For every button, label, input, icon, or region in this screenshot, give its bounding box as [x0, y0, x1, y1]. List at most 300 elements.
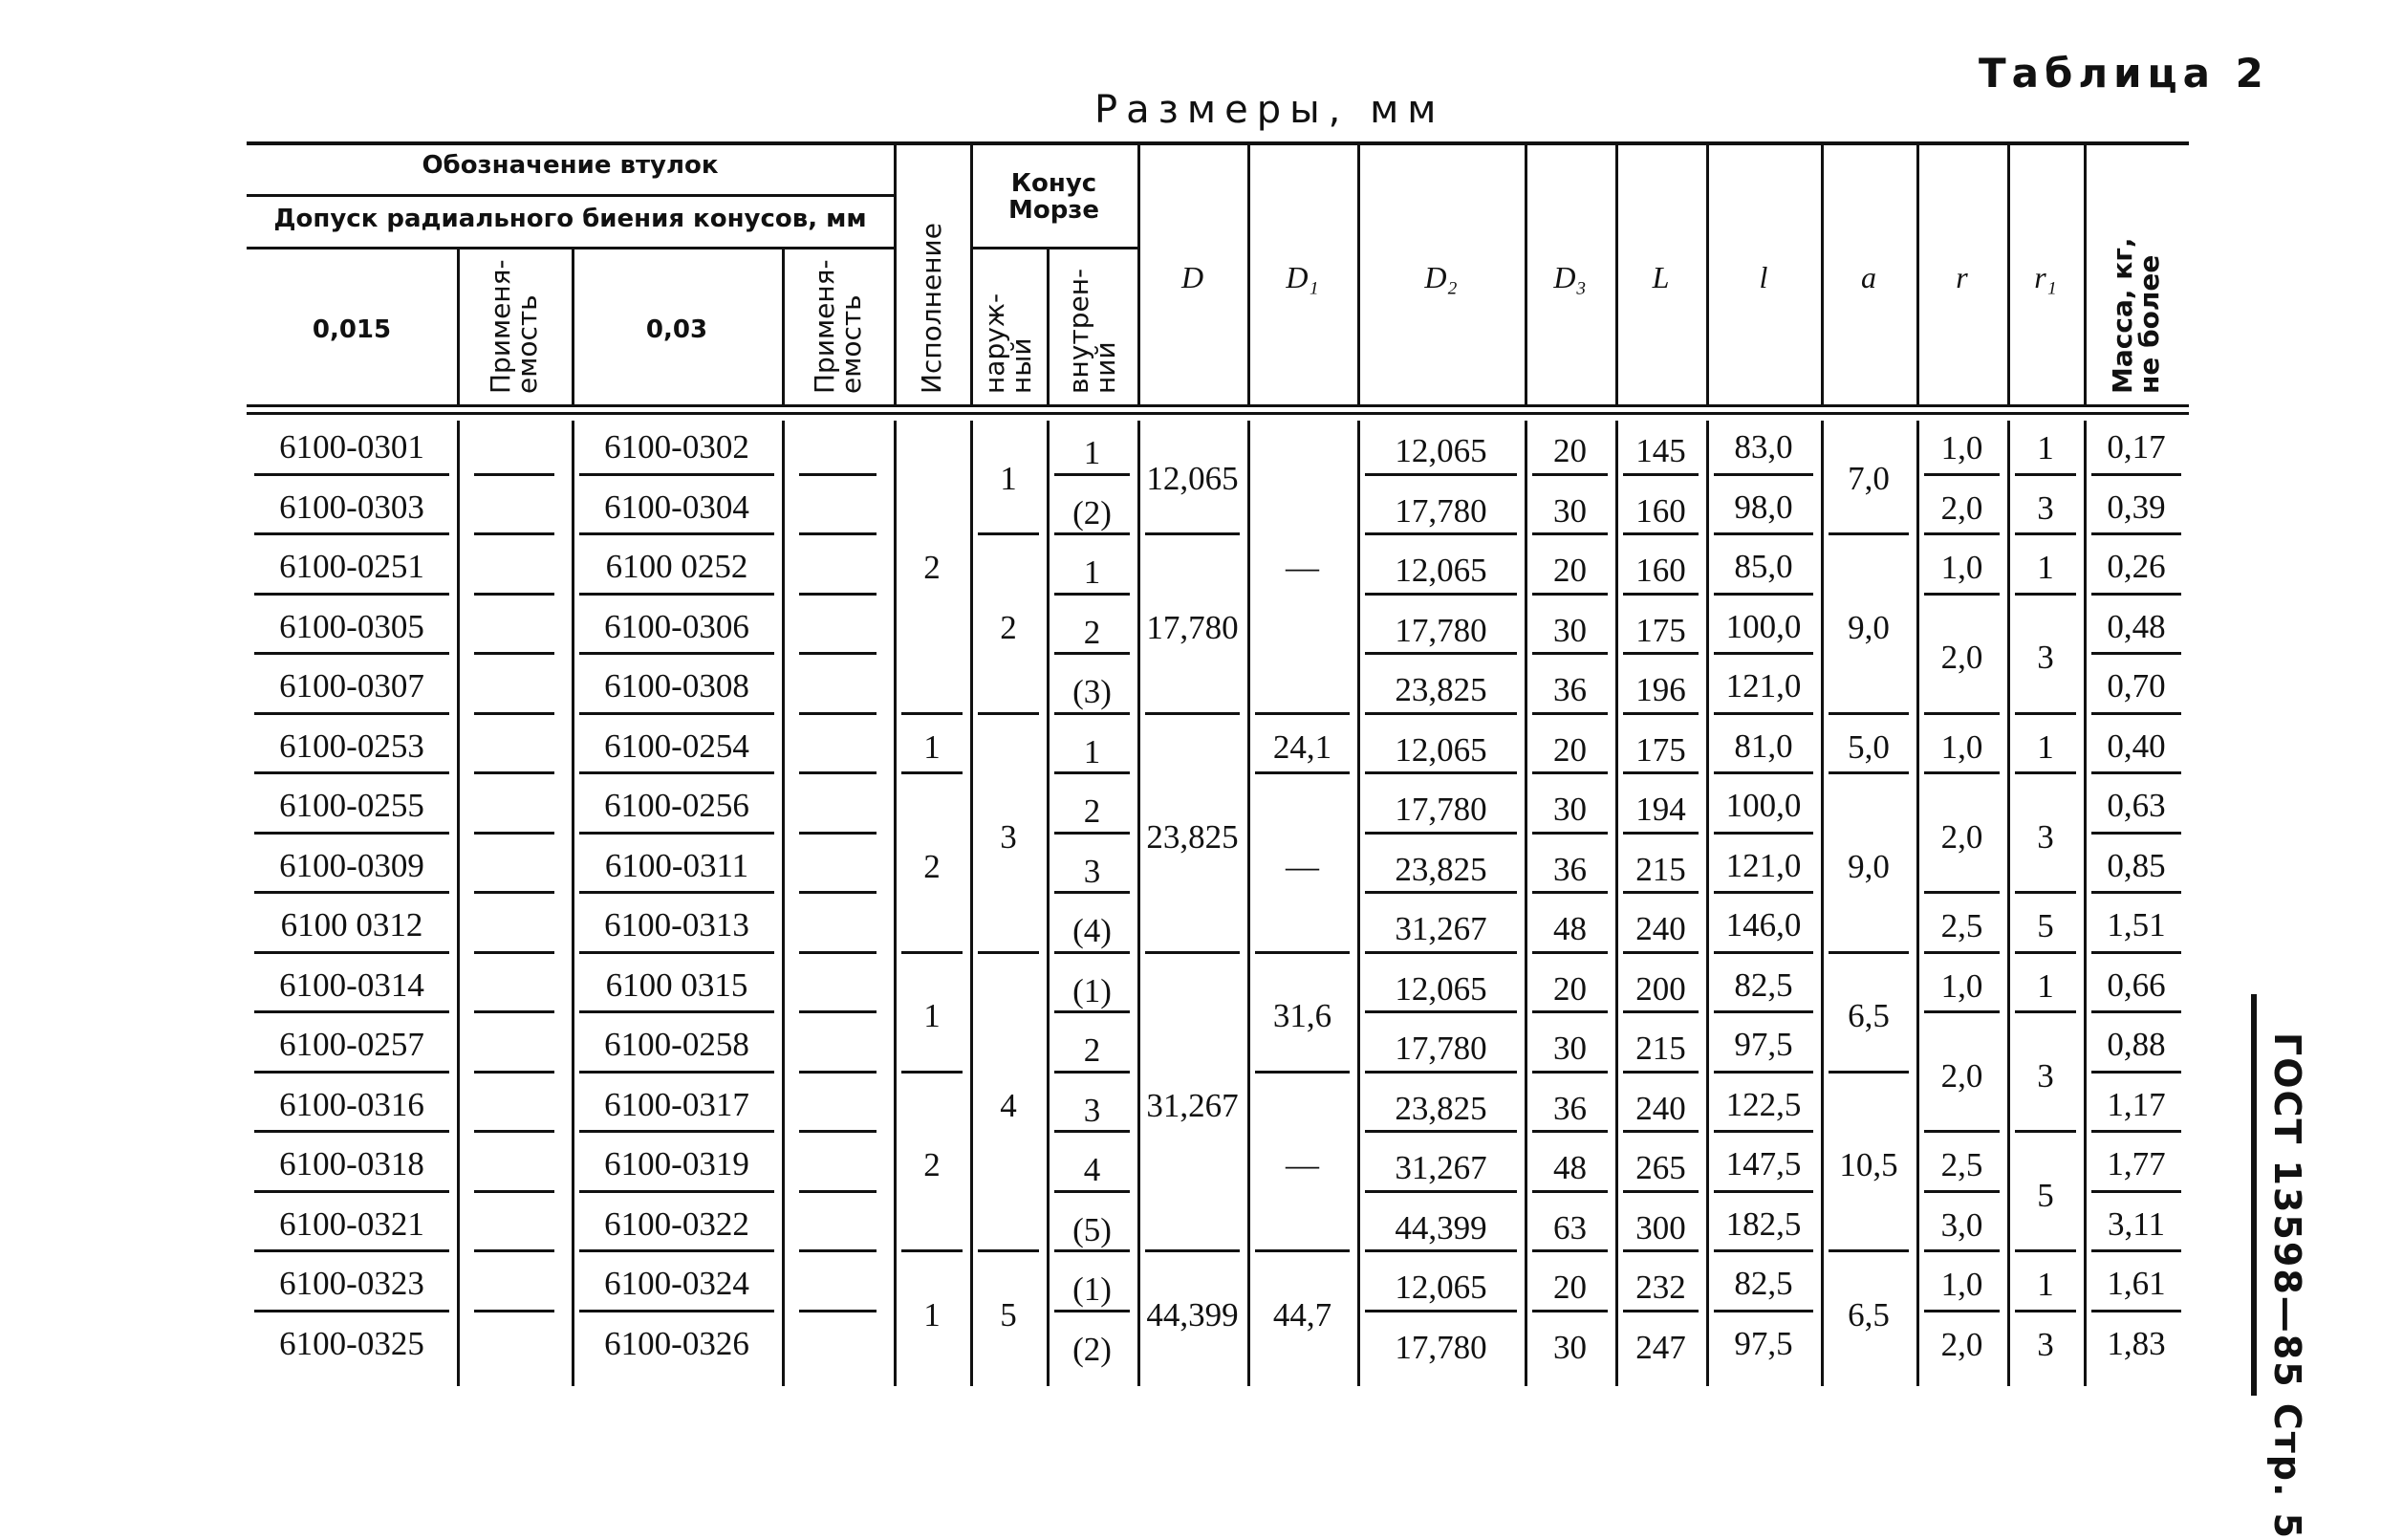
group-underline: [1924, 1010, 2000, 1013]
r-value: 1,0: [1940, 966, 1983, 1005]
row-underline: [474, 712, 554, 715]
d2-value: 44,399: [1395, 1208, 1487, 1247]
r1-value: 3: [2037, 639, 2054, 676]
r-value: 1,0: [1940, 549, 1983, 587]
designation-03: 6100-0322: [604, 1204, 749, 1243]
d3-value: 30: [1553, 1030, 1587, 1067]
header-l: L: [1652, 260, 1670, 294]
group-underline: [1924, 532, 2000, 535]
designation-rule: [247, 194, 894, 197]
r1-value: 1: [2037, 966, 2054, 1005]
d-value: 31,267: [1146, 1086, 1239, 1124]
row-underline: [799, 1010, 877, 1013]
row-underline: [1623, 532, 1699, 535]
inner-taper: (1): [1072, 1270, 1112, 1308]
designation-03: 6100-0256: [604, 787, 749, 824]
outer-taper: 4: [1000, 1086, 1017, 1124]
group-underline: [1924, 1130, 2000, 1133]
row-underline: [579, 712, 774, 715]
row-underline: [1365, 473, 1517, 476]
row-underline: [254, 593, 449, 596]
inner-taper: 1: [1083, 434, 1101, 471]
row-underline: [1532, 652, 1608, 655]
row-underline: [474, 771, 554, 774]
version-value: 1: [923, 997, 941, 1034]
header-d3: D₃: [1553, 260, 1587, 294]
row-underline: [474, 1130, 554, 1133]
row-underline: [579, 891, 774, 894]
row-underline: [1623, 1190, 1699, 1193]
version-value: 2: [923, 847, 941, 885]
header-r1: r₁: [2034, 260, 2057, 294]
d3-value: 48: [1553, 1149, 1587, 1186]
row-underline: [799, 1130, 877, 1133]
row-underline: [474, 1010, 554, 1013]
tol-03-header: 0,03: [645, 315, 708, 344]
row-underline: [254, 1130, 449, 1133]
top-rule: [247, 141, 2189, 145]
hdr-vline: [1821, 141, 1824, 406]
table-label: Таблица 2: [1979, 50, 2269, 97]
row-underline: [1623, 1130, 1699, 1133]
row-underline: [579, 1249, 774, 1252]
row-underline: [1532, 473, 1608, 476]
mass-value: 0,40: [2107, 727, 2166, 765]
d1-value: —: [1286, 549, 1319, 587]
row-underline: [799, 771, 877, 774]
group-underline: [1255, 951, 1350, 954]
inner-taper: (2): [1072, 1330, 1112, 1368]
hdr-vline: [1357, 141, 1360, 406]
row-underline: [1623, 473, 1699, 476]
group-underline: [901, 771, 963, 774]
l-value: 146,0: [1725, 906, 1802, 944]
mass-value: 0,66: [2107, 965, 2166, 1004]
row-underline: [1714, 652, 1813, 655]
r-value: 1,0: [1940, 429, 1983, 467]
row-underline: [579, 652, 774, 655]
inner-taper: (5): [1072, 1210, 1112, 1248]
length-value: 247: [1635, 1328, 1686, 1366]
group-underline: [978, 532, 1039, 535]
group-underline: [901, 712, 963, 715]
r1-value: 3: [2037, 817, 2054, 856]
d-value: 44,399: [1146, 1295, 1239, 1334]
row-underline: [254, 771, 449, 774]
row-underline: [474, 532, 554, 535]
row-underline: [799, 1310, 877, 1312]
d-value: 23,825: [1146, 817, 1239, 856]
row-underline: [474, 891, 554, 894]
row-underline: [1532, 1249, 1608, 1252]
designation-03: 6100 0315: [605, 965, 748, 1004]
designation-015: 6100-0257: [279, 1026, 424, 1063]
row-underline: [579, 1130, 774, 1133]
group-underline: [1924, 712, 2000, 715]
row-underline: [1365, 1071, 1517, 1074]
group-underline: [2015, 1310, 2076, 1312]
length-value: 265: [1635, 1149, 1686, 1186]
row-underline: [1623, 1310, 1699, 1312]
version-value: 2: [923, 1146, 941, 1184]
d2-value: 31,267: [1395, 1149, 1487, 1186]
group-underline: [1829, 532, 1909, 535]
designation-015: 6100-0307: [279, 667, 424, 705]
designation-03: 6100-0308: [604, 667, 749, 705]
mass-value: 1,51: [2107, 906, 2166, 944]
mass-value: 0,48: [2107, 607, 2166, 645]
mass-value: 0,26: [2107, 548, 2166, 585]
mass-value: 1,83: [2107, 1324, 2166, 1362]
r1-value: 3: [2037, 488, 2054, 527]
row-underline: [1054, 532, 1130, 535]
hdr-vline: [1525, 141, 1527, 406]
group-underline: [2015, 532, 2076, 535]
row-underline: [254, 891, 449, 894]
side-rule: [2251, 994, 2257, 1396]
a-value: 9,0: [1848, 608, 1890, 646]
d2-value: 17,780: [1395, 491, 1487, 530]
row-underline: [1532, 832, 1608, 835]
row-underline: [254, 1010, 449, 1013]
row-underline: [1714, 832, 1813, 835]
r-value: 3,0: [1940, 1205, 1983, 1244]
d3-value: 36: [1553, 850, 1587, 888]
l-value: 122,5: [1725, 1085, 1802, 1123]
mass-value: 1,61: [2107, 1265, 2166, 1302]
r-value: 2,5: [1940, 1146, 1983, 1184]
d2-value: 12,065: [1395, 730, 1487, 769]
row-underline: [254, 1249, 449, 1252]
designation-015: 6100 0312: [280, 906, 423, 944]
l-value: 121,0: [1725, 846, 1802, 884]
row-underline: [1714, 771, 1813, 774]
header-d: D: [1180, 260, 1204, 294]
r1-value: 3: [2037, 1325, 2054, 1363]
row-underline: [579, 473, 774, 476]
l-value: 121,0: [1725, 667, 1802, 705]
group-underline: [978, 1249, 1039, 1252]
header-d2: D₂: [1424, 260, 1458, 294]
inner-taper: 3: [1083, 1091, 1101, 1129]
row-underline: [474, 832, 554, 835]
row-underline: [474, 593, 554, 596]
d2-value: 17,780: [1395, 791, 1487, 828]
designation-015: 6100-0314: [279, 965, 424, 1004]
row-underline: [799, 652, 877, 655]
row-underline: [2091, 652, 2181, 655]
row-underline: [799, 532, 877, 535]
designation-03: 6100-0304: [604, 488, 749, 526]
row-underline: [1623, 652, 1699, 655]
body-vline: [970, 421, 973, 1386]
group-underline: [2015, 1130, 2076, 1133]
row-underline: [1054, 1010, 1130, 1013]
d3-value: 20: [1553, 1269, 1587, 1306]
d3-value: 20: [1553, 969, 1587, 1008]
row-underline: [1054, 593, 1130, 596]
row-underline: [799, 1249, 877, 1252]
row-underline: [2091, 1071, 2181, 1074]
designation-03: 6100-0254: [604, 727, 749, 765]
group-underline: [1145, 1249, 1240, 1252]
hdr-vline: [782, 247, 785, 406]
l-value: 82,5: [1734, 1265, 1793, 1302]
row-underline: [474, 473, 554, 476]
designation-03: 6100-0302: [604, 428, 749, 466]
d3-value: 36: [1553, 671, 1587, 708]
row-underline: [1623, 951, 1699, 954]
group-underline: [1924, 951, 2000, 954]
d3-value: 30: [1553, 611, 1587, 649]
morse-rule: [970, 247, 1137, 249]
row-underline: [2091, 771, 2181, 774]
a-value: 6,5: [1848, 1295, 1890, 1334]
row-underline: [579, 532, 774, 535]
row-underline: [799, 1190, 877, 1193]
units-label: Размеры, мм: [1094, 88, 1445, 132]
length-value: 240: [1635, 1089, 1686, 1127]
row-underline: [1623, 891, 1699, 894]
row-underline: [474, 1249, 554, 1252]
row-underline: [1054, 951, 1130, 954]
row-underline: [2091, 532, 2181, 535]
header-bottom-rule: [247, 404, 2189, 407]
r1-value: 1: [2037, 549, 2054, 587]
l-value: 100,0: [1725, 607, 1802, 645]
row-underline: [1532, 891, 1608, 894]
d2-value: 17,780: [1395, 1328, 1487, 1366]
d1-value: 24,1: [1272, 727, 1332, 766]
mass-value: 0,70: [2107, 667, 2166, 705]
designation-015: 6100-0325: [279, 1324, 424, 1362]
group-underline: [1829, 1249, 1909, 1252]
group-underline: [978, 712, 1039, 715]
row-underline: [1365, 593, 1517, 596]
row-underline: [1365, 951, 1517, 954]
tol-015-header: 0,015: [312, 315, 392, 344]
length-value: 194: [1635, 791, 1686, 828]
row-underline: [1714, 1010, 1813, 1013]
hdr-vline: [894, 141, 897, 406]
group-underline: [1829, 771, 1909, 774]
outer-taper: 3: [1000, 817, 1017, 856]
row-underline: [799, 593, 877, 596]
group-underline: [2015, 951, 2076, 954]
group-underline: [2015, 473, 2076, 476]
r-value: 1,0: [1940, 727, 1983, 766]
length-value: 215: [1635, 1030, 1686, 1067]
designation-015: 6100-0318: [279, 1145, 424, 1182]
row-underline: [579, 593, 774, 596]
group-underline: [1924, 891, 2000, 894]
row-underline: [474, 1071, 554, 1074]
row-underline: [254, 1310, 449, 1312]
group-underline: [1255, 1071, 1350, 1074]
row-underline: [1054, 771, 1130, 774]
d3-value: 20: [1553, 730, 1587, 769]
row-underline: [1532, 1010, 1608, 1013]
length-value: 200: [1635, 969, 1686, 1008]
row-underline: [579, 1190, 774, 1193]
l-value: 100,0: [1725, 787, 1802, 824]
length-value: 232: [1635, 1269, 1686, 1306]
row-underline: [1623, 593, 1699, 596]
row-underline: [254, 712, 449, 715]
row-underline: [2091, 473, 2181, 476]
row-underline: [1054, 832, 1130, 835]
mass-header: Масса, кг, не более: [2107, 237, 2165, 394]
designation-015: 6100-0251: [279, 548, 424, 585]
row-underline: [1532, 1130, 1608, 1133]
row-underline: [1365, 891, 1517, 894]
designation-015: 6100-0323: [279, 1265, 424, 1302]
row-underline: [474, 1310, 554, 1312]
d3-value: 63: [1553, 1208, 1587, 1247]
row-underline: [579, 1010, 774, 1013]
mass-value: 1,17: [2107, 1085, 2166, 1123]
outer-taper: 2: [1000, 608, 1017, 646]
hdr-vline: [1706, 141, 1709, 406]
row-underline: [1365, 1130, 1517, 1133]
length-value: 300: [1635, 1208, 1686, 1247]
body-vline: [1821, 421, 1824, 1386]
r-value: 2,0: [1940, 817, 1983, 856]
row-underline: [1365, 712, 1517, 715]
row-underline: [1365, 532, 1517, 535]
group-underline: [1829, 712, 1909, 715]
length-value: 160: [1635, 552, 1686, 589]
inner-taper: 1: [1083, 553, 1101, 591]
a-value: 5,0: [1848, 727, 1890, 766]
body-vline: [782, 421, 785, 1386]
inner-taper: 2: [1083, 792, 1101, 830]
group-underline: [1924, 1310, 2000, 1312]
r-value: 2,5: [1940, 907, 1983, 945]
r1-value: 1: [2037, 727, 2054, 766]
row-underline: [2091, 1310, 2181, 1312]
d1-value: —: [1286, 847, 1319, 885]
group-underline: [901, 1249, 963, 1252]
d2-value: 17,780: [1395, 1030, 1487, 1067]
l-value: 97,5: [1734, 1324, 1793, 1362]
d2-value: 23,825: [1395, 850, 1487, 888]
group-underline: [1924, 1249, 2000, 1252]
hdr-vline: [457, 247, 460, 406]
row-underline: [2091, 1130, 2181, 1133]
version-value: 1: [923, 727, 941, 766]
row-underline: [799, 712, 877, 715]
group-underline: [1255, 1249, 1350, 1252]
row-underline: [474, 1190, 554, 1193]
mass-value: 1,77: [2107, 1145, 2166, 1182]
group-underline: [1829, 1071, 1909, 1074]
row-underline: [1623, 712, 1699, 715]
group-underline: [978, 951, 1039, 954]
row-underline: [1365, 652, 1517, 655]
l-value: 81,0: [1734, 727, 1793, 765]
length-value: 175: [1635, 730, 1686, 769]
designation-015: 6100-0255: [279, 787, 424, 824]
group-underline: [1255, 712, 1350, 715]
row-underline: [1054, 1190, 1130, 1193]
designation-03: 6100-0311: [604, 846, 749, 884]
d3-value: 20: [1553, 552, 1587, 589]
l-value: 147,5: [1725, 1145, 1802, 1182]
designation-015: 6100-0301: [279, 428, 424, 466]
row-underline: [799, 1071, 877, 1074]
row-underline: [474, 652, 554, 655]
row-underline: [579, 1071, 774, 1074]
row-underline: [1714, 1249, 1813, 1252]
group-underline: [901, 951, 963, 954]
outer-taper: 5: [1000, 1295, 1017, 1334]
a-value: 10,5: [1839, 1146, 1898, 1184]
outer-header: наруж- ный: [979, 293, 1037, 394]
row-underline: [1623, 832, 1699, 835]
row-underline: [474, 951, 554, 954]
row-underline: [1714, 593, 1813, 596]
row-underline: [579, 832, 774, 835]
r-value: 2,0: [1940, 488, 1983, 527]
row-underline: [1365, 1310, 1517, 1312]
inner-taper: 2: [1083, 613, 1101, 651]
row-underline: [799, 891, 877, 894]
group-underline: [2015, 712, 2076, 715]
designation-015: 6100-0316: [279, 1085, 424, 1123]
l-value: 82,5: [1734, 965, 1793, 1004]
d2-value: 12,065: [1395, 552, 1487, 589]
version-value: 2: [923, 549, 941, 587]
applicability-header-1: Применя- емость: [485, 259, 543, 394]
row-underline: [1532, 951, 1608, 954]
header-r: r: [1956, 260, 1968, 294]
group-underline: [1924, 771, 2000, 774]
row-underline: [799, 832, 877, 835]
version-value: 1: [923, 1295, 941, 1334]
d3-value: 30: [1553, 1328, 1587, 1366]
row-underline: [1532, 1071, 1608, 1074]
designation-03: 6100-0319: [604, 1145, 749, 1182]
r1-value: 1: [2037, 1266, 2054, 1304]
row-underline: [1714, 1071, 1813, 1074]
d3-value: 20: [1553, 432, 1587, 469]
row-underline: [254, 1190, 449, 1193]
row-underline: [2091, 1249, 2181, 1252]
row-underline: [1714, 1130, 1813, 1133]
designation-015: 6100-0309: [279, 846, 424, 884]
row-underline: [254, 473, 449, 476]
inner-header: внутрен- ний: [1062, 268, 1121, 394]
group-underline: [1924, 1190, 2000, 1193]
a-value: 9,0: [1848, 847, 1890, 885]
hdr-vline: [1137, 141, 1140, 406]
row-underline: [1714, 1310, 1813, 1312]
a-value: 7,0: [1848, 459, 1890, 497]
d3-value: 30: [1553, 791, 1587, 828]
d2-value: 12,065: [1395, 432, 1487, 469]
d2-value: 12,065: [1395, 969, 1487, 1008]
d3-value: 48: [1553, 910, 1587, 947]
row-underline: [1054, 1310, 1130, 1312]
tolerance-rule: [247, 247, 894, 249]
length-value: 175: [1635, 611, 1686, 649]
r1-value: 3: [2037, 1056, 2054, 1095]
l-value: 182,5: [1725, 1204, 1802, 1243]
d1-value: —: [1286, 1146, 1319, 1184]
tolerance-header: Допуск радиального биения конусов, мм: [273, 205, 867, 233]
length-value: 196: [1635, 671, 1686, 708]
